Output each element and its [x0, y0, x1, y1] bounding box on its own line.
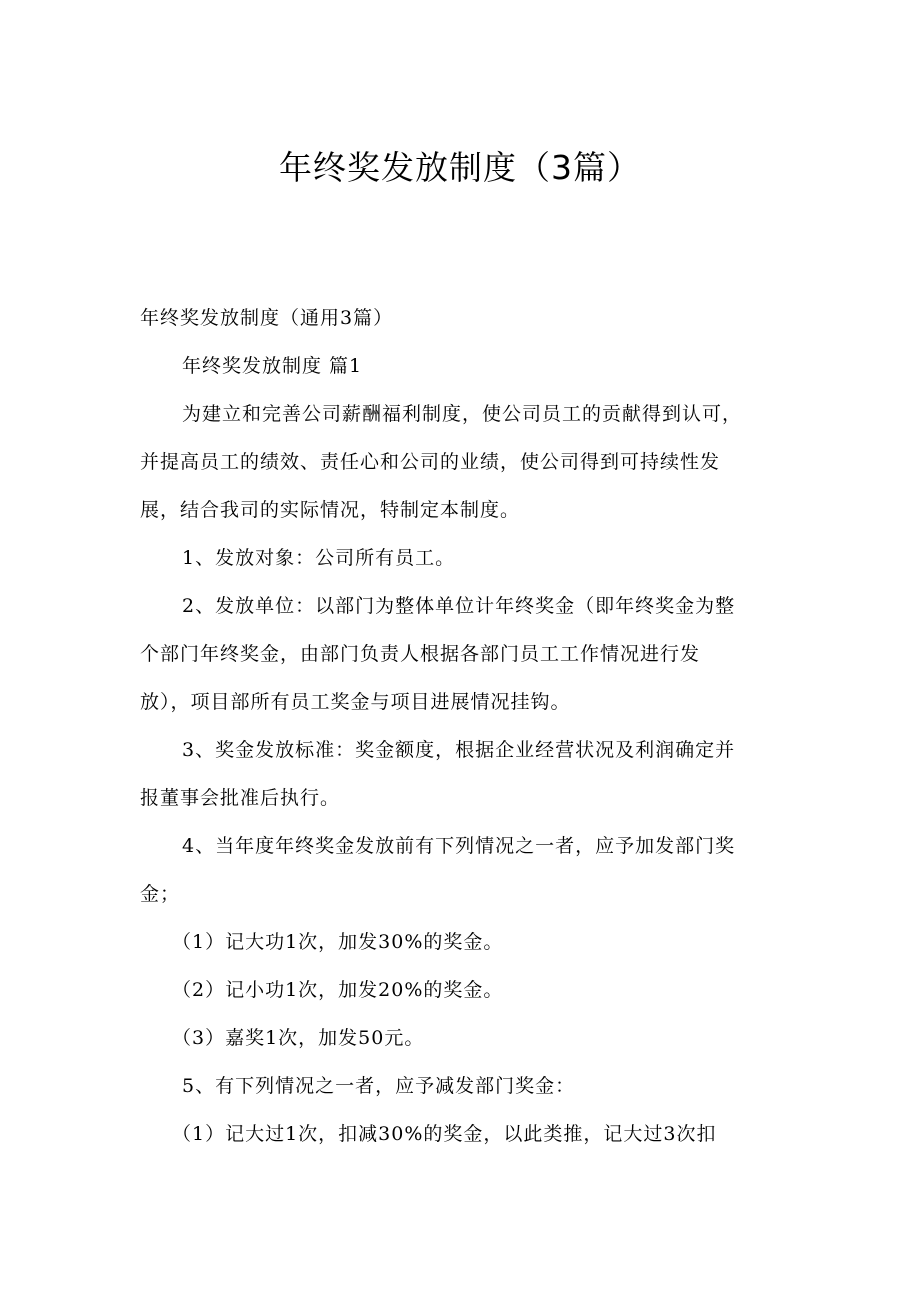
- clause-line: 1、发放对象：公司所有员工。: [182, 547, 456, 569]
- document-title: 年终奖发放制度（3篇）: [279, 148, 641, 187]
- clause-line: 报董事会批准后执行。: [140, 787, 341, 809]
- clause-line: 5、有下列情况之一者，应予减发部门奖金：: [182, 1075, 576, 1097]
- clause-line: 3、奖金发放标准：奖金额度，根据企业经营状况及利润确定并: [182, 739, 736, 761]
- sub-clause-line: （1）记大功1次，加发30%的奖金。: [172, 931, 504, 953]
- clause-line: 2、发放单位：以部门为整体单位计年终奖金（即年终奖金为整: [182, 595, 736, 617]
- paragraph-line: 展，结合我司的实际情况，特制定本制度。: [140, 499, 521, 521]
- section-heading: 年终奖发放制度 篇1: [182, 355, 363, 377]
- clause-line: 金；: [140, 883, 181, 905]
- clause-line: 4、当年度年终奖金发放前有下列情况之一者，应予加发部门奖: [182, 835, 736, 857]
- paragraph-line: 并提高员工的绩效、责任心和公司的业绩，使公司得到可持续性发: [140, 451, 721, 473]
- document-body: [140, 294, 790, 1158]
- paragraph-line: 为建立和完善公司薪酬福利制度，使公司员工的贡献得到认可，: [182, 403, 743, 425]
- sub-clause-line: （1）记大过1次，扣减30%的奖金，以此类推，记大过3次扣: [172, 1123, 717, 1145]
- subtitle-line: 年终奖发放制度（通用3篇）: [140, 307, 394, 329]
- sub-clause-line: （2）记小功1次，加发20%的奖金。: [172, 979, 504, 1001]
- clause-line: 放），项目部所有员工奖金与项目进展情况挂钩。: [140, 691, 571, 713]
- sub-clause-line: （3）嘉奖1次，加发50元。: [172, 1027, 425, 1049]
- clause-line: 个部门年终奖金，由部门负责人根据各部门员工工作情况进行发: [140, 643, 701, 665]
